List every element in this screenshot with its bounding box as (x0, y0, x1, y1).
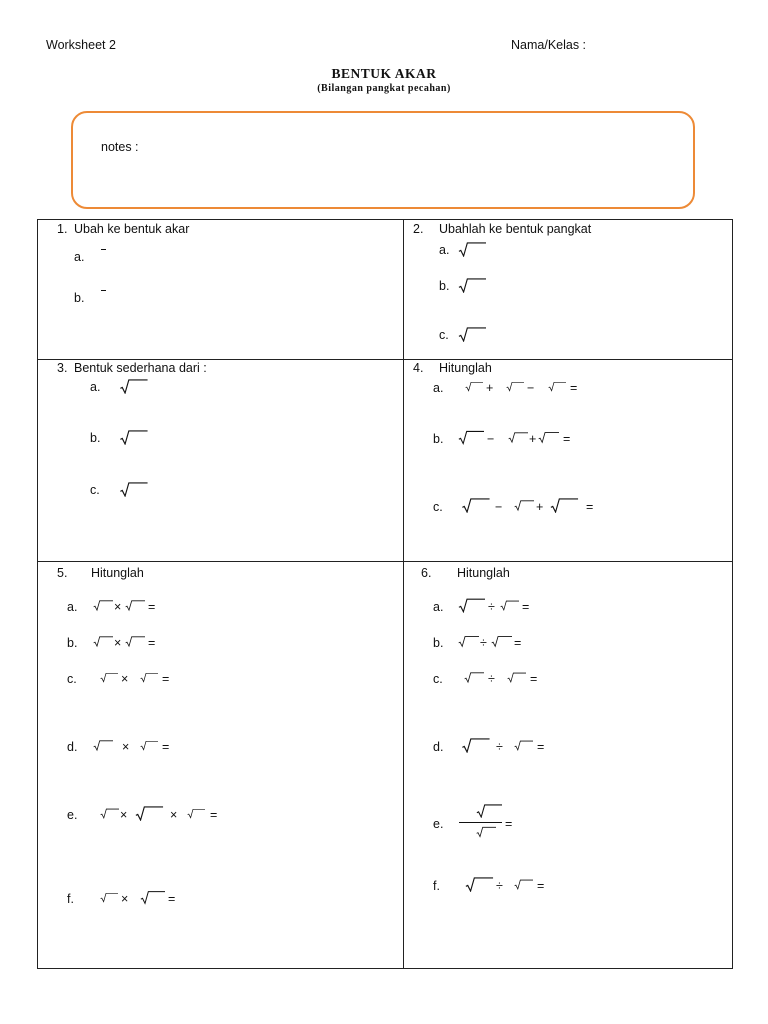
notes-box (71, 111, 695, 209)
sqrt-icon (187, 806, 205, 821)
sqrt-icon (546, 498, 582, 513)
section-3-item-c-label: c. (90, 483, 100, 497)
equals-sign: = (586, 500, 594, 514)
section-5-item-b-label: b. (67, 636, 78, 650)
section-2-item-a-label: a. (439, 243, 450, 257)
divide-sign: ÷ (496, 740, 503, 754)
section-6-number: 6. (421, 566, 432, 580)
section-5-item-a-label: a. (67, 600, 78, 614)
section-6-item-b-label: b. (433, 636, 444, 650)
section-5-item-d-label: d. (67, 740, 78, 754)
equals-sign: = (148, 636, 156, 650)
section-2-item-c-label: c. (439, 328, 449, 342)
section-5-item-e-label: e. (67, 808, 78, 822)
sqrt-icon (458, 278, 486, 293)
section-2-number: 2. (413, 222, 424, 236)
sqrt-icon (514, 738, 533, 753)
sqrt-icon (508, 430, 528, 445)
sqrt-icon (507, 670, 526, 685)
grid-left-border (37, 219, 38, 969)
equals-sign: = (162, 672, 170, 686)
section-4-title: Hitunglah (439, 361, 492, 375)
sqrt-icon (458, 430, 484, 445)
section-6-title: Hitunglah (457, 566, 510, 580)
times-sign: × (114, 636, 122, 650)
sqrt-icon (93, 738, 113, 753)
sqrt-icon (140, 670, 158, 685)
times-sign: × (122, 740, 130, 754)
plus-sign: + (529, 432, 537, 446)
equals-sign: = (537, 879, 545, 893)
fraction-exponent-mark (101, 290, 106, 291)
sqrt-icon (140, 890, 165, 905)
section-4-item-c-label: c. (433, 500, 443, 514)
notes-label: notes : (101, 140, 139, 154)
grid-column-divider (403, 219, 404, 969)
worksheet-label: Worksheet 2 (46, 38, 116, 52)
equals-sign: = (570, 381, 578, 395)
section-3-item-a-label: a. (90, 380, 101, 394)
grid-top-border (37, 219, 733, 220)
plus-sign: + (536, 500, 544, 514)
minus-sign: − (527, 381, 535, 395)
sqrt-icon (476, 825, 496, 839)
equals-sign: = (148, 600, 156, 614)
equals-sign: = (162, 740, 170, 754)
section-6-item-a-label: a. (433, 600, 444, 614)
sqrt-icon (100, 890, 118, 905)
sqrt-icon (458, 242, 486, 257)
times-sign: × (121, 892, 129, 906)
sqrt-icon (116, 430, 151, 445)
section-1-number: 1. (57, 222, 68, 236)
equals-sign: = (210, 808, 218, 822)
sqrt-icon (464, 670, 484, 685)
sqrt-icon (100, 670, 118, 685)
sqrt-icon (458, 327, 486, 342)
sqrt-icon (476, 804, 502, 818)
fraction-bar (459, 822, 502, 823)
grid-bottom-border (37, 968, 733, 969)
divide-sign: ÷ (480, 636, 487, 650)
sqrt-icon (491, 634, 512, 649)
section-6-item-f-label: f. (433, 879, 440, 893)
equals-sign: = (505, 817, 513, 831)
section-4-number: 4. (413, 361, 424, 375)
section-6-item-e-label: e. (433, 817, 444, 831)
sqrt-icon (514, 877, 533, 892)
page-subtitle: (Bilangan pangkat pecahan) (317, 83, 451, 94)
sqrt-icon (464, 877, 494, 892)
divide-sign: ÷ (496, 879, 503, 893)
section-6-item-d-label: d. (433, 740, 444, 754)
equals-sign: = (168, 892, 176, 906)
sqrt-icon (100, 806, 119, 821)
section-3-item-b-label: b. (90, 431, 101, 445)
minus-sign: − (495, 500, 503, 514)
sqrt-icon (458, 634, 479, 649)
section-6-item-c-label: c. (433, 672, 443, 686)
equals-sign: = (530, 672, 538, 686)
sqrt-icon (514, 498, 534, 513)
times-sign: × (114, 600, 122, 614)
sqrt-icon (130, 806, 168, 821)
plus-sign: + (486, 381, 494, 395)
sqrt-icon (140, 738, 158, 753)
divide-sign: ÷ (488, 672, 495, 686)
grid-right-border (732, 219, 733, 969)
sqrt-icon (458, 598, 485, 613)
section-3-title: Bentuk sederhana dari : (74, 361, 207, 375)
sqrt-icon (465, 379, 483, 394)
equals-sign: = (537, 740, 545, 754)
grid-row-divider-1 (37, 359, 733, 360)
times-sign: × (120, 808, 128, 822)
section-1-title: Ubah ke bentuk akar (74, 222, 190, 236)
section-5-title: Hitunglah (91, 566, 144, 580)
equals-sign: = (522, 600, 530, 614)
divide-sign: ÷ (488, 600, 495, 614)
section-5-number: 5. (57, 566, 68, 580)
section-4-item-b-label: b. (433, 432, 444, 446)
times-sign: × (170, 808, 178, 822)
equals-sign: = (563, 432, 571, 446)
section-2-item-b-label: b. (439, 279, 450, 293)
section-1-item-b-label: b. (74, 291, 85, 305)
sqrt-icon (93, 598, 113, 613)
page-title: BENTUK AKAR (331, 66, 437, 81)
sqrt-icon (125, 634, 145, 649)
sqrt-icon (458, 738, 493, 753)
grid-row-divider-2 (37, 561, 733, 562)
section-1-item-a-label: a. (74, 250, 85, 264)
section-5-item-f-label: f. (67, 892, 74, 906)
sqrt-icon (548, 379, 566, 394)
fraction-exponent-mark (101, 249, 106, 250)
sqrt-icon (125, 598, 145, 613)
sqrt-icon (93, 634, 113, 649)
sqrt-icon (506, 379, 524, 394)
section-2-title: Ubahlah ke bentuk pangkat (439, 222, 592, 236)
times-sign: × (121, 672, 129, 686)
equals-sign: = (514, 636, 522, 650)
sqrt-icon (500, 598, 519, 613)
section-5-item-c-label: c. (67, 672, 77, 686)
sqrt-icon (116, 379, 151, 394)
sqrt-icon (458, 498, 493, 513)
name-class-label: Nama/Kelas : (511, 38, 587, 52)
section-3-number: 3. (57, 361, 68, 375)
minus-sign: − (487, 432, 495, 446)
section-4-item-a-label: a. (433, 381, 444, 395)
sqrt-icon (538, 430, 559, 445)
sqrt-icon (116, 482, 151, 497)
